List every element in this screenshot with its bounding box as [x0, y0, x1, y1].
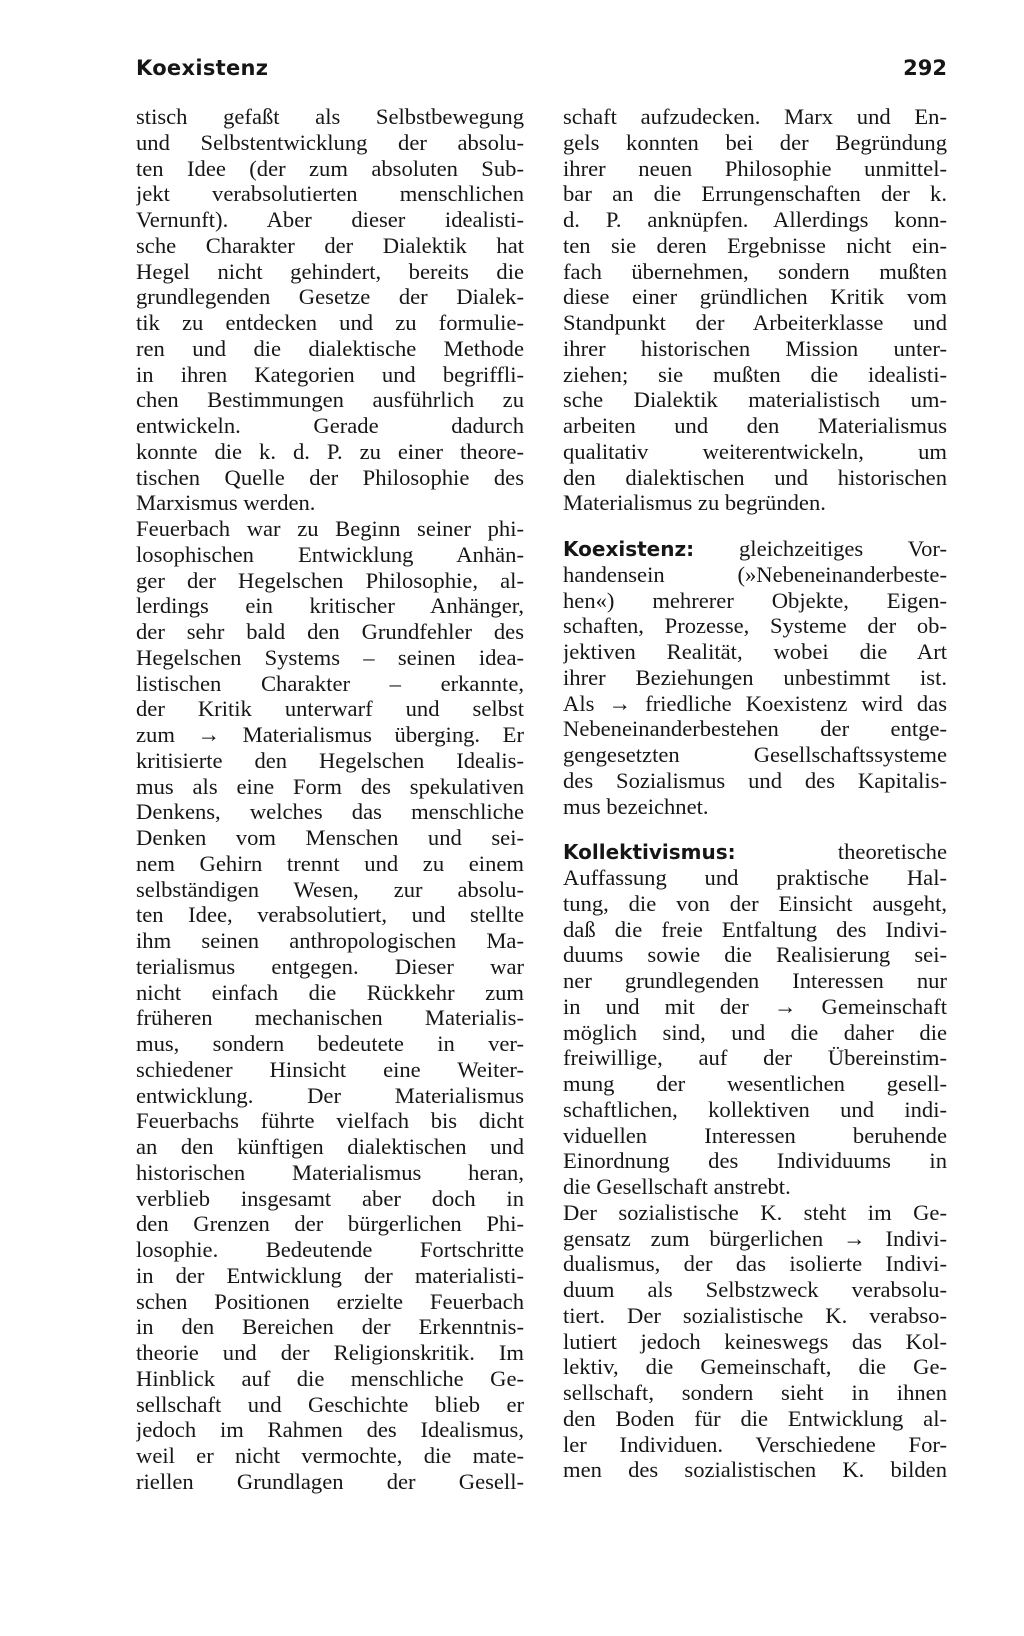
text-line: möglich sind, und die daher die: [563, 1019, 947, 1045]
text-line: ten Idee, verabsolutiert, und stellte: [136, 902, 524, 928]
text-line: arbeiten und den Materialismus: [563, 413, 947, 438]
text-line: schaftlichen, kollektiven und indi-: [563, 1096, 947, 1122]
text-line: zum → Materialismus überging. Er: [136, 722, 524, 747]
left-column: [136, 104, 524, 1495]
text-line: men des sozialistischen K. bilden: [563, 1457, 947, 1483]
text-line: konnte die k. d. P. zu einer theore-: [136, 438, 524, 464]
text-line: Denken vom Menschen und sei-: [136, 825, 524, 850]
text-line: freiwillige, auf der Übereinstim-: [563, 1045, 947, 1071]
text-line: duums sowie die Realisierung sei-: [563, 942, 947, 968]
page-number: 292: [903, 56, 947, 80]
text-line: ten sie deren Ergebnisse nicht ein-: [563, 232, 947, 258]
text-line: duum als Selbstzweck verabsolu-: [563, 1277, 947, 1302]
text-line: ihrer Beziehungen unbestimmt ist.: [563, 664, 947, 690]
page-header: [136, 56, 947, 90]
text-line: mung der wesentlichen gesell-: [563, 1071, 947, 1096]
text-line: früheren mechanischen Materialis-: [136, 1005, 524, 1031]
text-line: sellschaft, sondern sieht in ihnen: [563, 1380, 947, 1405]
text-line: in und mit der → Gemeinschaft: [563, 993, 947, 1019]
text-line: diese einer gründlichen Kritik vom: [563, 284, 947, 310]
text-line: mus bezeichnet.: [563, 793, 709, 819]
text-line: tischen Quelle der Philosophie des: [136, 464, 524, 490]
text-line: gengesetzten Gesellschaftssysteme: [563, 742, 947, 767]
text-line: grundlegenden Gesetze der Dialek-: [136, 284, 524, 310]
text-line: mus, sondern bedeutete in ver-: [136, 1031, 524, 1056]
text-line: Hinblick auf die menschliche Ge-: [136, 1365, 524, 1391]
text-line: hen«) mehrerer Objekte, Eigen-: [563, 587, 947, 613]
text-line: ihrer historischen Mission unter-: [563, 335, 947, 361]
text-line: Standpunkt der Arbeiterklasse und: [563, 310, 947, 335]
text-line: Denkens, welches das menschliche: [136, 799, 524, 825]
text-line: ihm seinen anthropologischen Ma-: [136, 928, 524, 953]
text-line: Nebeneinanderbestehen der entge-: [563, 716, 947, 742]
text-line: Hegel nicht gehindert, bereits die: [136, 258, 524, 284]
entry-definition-start: gleichzeitiges Vor-: [694, 536, 947, 561]
text-line: ner grundlegenden Interessen nur: [563, 968, 947, 993]
text-line: in der Entwicklung der materialisti-: [136, 1262, 524, 1288]
text-line: bar an die Errungenschaften der k.: [563, 181, 947, 207]
text-line: dualismus, der das isolierte Indivi-: [563, 1251, 947, 1277]
text-line: selbständigen Wesen, zur absolu-: [136, 876, 524, 902]
text-line: der Kritik unterwarf und selbst: [136, 696, 524, 722]
text-line: tung, die von der Einsicht ausgeht,: [563, 890, 947, 916]
text-line: sche Charakter der Dialektik hat: [136, 232, 524, 258]
text-line: entwickeln. Gerade dadurch: [136, 413, 524, 438]
text-line: lutiert jedoch keineswegs das Kol-: [563, 1328, 947, 1354]
entry-term: Kollektivismus:: [563, 840, 736, 865]
text-line: an den künftigen dialektischen und: [136, 1134, 524, 1159]
text-line: Feuerbach war zu Beginn seiner phi-: [136, 516, 524, 541]
text-line: historischen Materialismus heran,: [136, 1159, 524, 1185]
entry-separator: [563, 819, 947, 839]
text-line: losophie. Bedeutende Fortschritte: [136, 1237, 524, 1262]
right-column: [563, 104, 947, 1483]
text-line: d. P. anknüpfen. Allerdings konn-: [563, 207, 947, 232]
text-line: weil er nicht vermochte, die mate-: [136, 1443, 524, 1468]
text-line: jektiven Realität, wobei die Art: [563, 639, 947, 664]
text-line: riellen Grundlagen der Gesell-: [136, 1468, 524, 1494]
entry-heading-koexistenz: [563, 536, 947, 562]
text-line: kritisierte den Hegelschen Idealis-: [136, 747, 524, 773]
text-line: chen Bestimmungen ausführlich zu: [136, 387, 524, 413]
text-line: viduellen Interessen beruhende: [563, 1122, 947, 1148]
text-line: und Selbstentwicklung der absolu-: [136, 129, 524, 155]
text-line: theorie und der Religionskritik. Im: [136, 1340, 524, 1365]
text-line: entwicklung. Der Materialismus: [136, 1082, 524, 1108]
text-line: ziehen; sie mußten die idealisti-: [563, 361, 947, 387]
text-line: des Sozialismus und des Kapitalis-: [563, 767, 947, 793]
text-line: in ihren Kategorien und begriffli-: [136, 361, 524, 387]
text-line: tiert. Der sozialistische K. verabso-: [563, 1302, 947, 1328]
entry-heading-kollektivismus: [563, 839, 947, 865]
entry-separator: [563, 516, 947, 536]
text-line: den Boden für die Entwicklung al-: [563, 1405, 947, 1431]
text-line: gels konnten bei der Begründung: [563, 129, 947, 155]
entry-term: Koexistenz:: [563, 537, 695, 561]
text-line: jedoch im Rahmen des Idealismus,: [136, 1417, 524, 1443]
text-line: Einordnung des Individuums in: [563, 1148, 947, 1174]
text-line: sche Dialektik materialistisch um-: [563, 387, 947, 413]
text-line: Materialismus zu begründen.: [563, 490, 826, 516]
text-line: lerdings ein kritischer Anhänger,: [136, 593, 524, 619]
text-line: in den Bereichen der Erkenntnis-: [136, 1314, 524, 1340]
text-line: Vernunft). Aber dieser idealisti-: [136, 207, 524, 232]
text-line: schiedener Hinsicht eine Weiter-: [136, 1056, 524, 1082]
text-line: terialismus entgegen. Dieser war: [136, 953, 524, 979]
text-line: losophischen Entwicklung Anhän-: [136, 541, 524, 567]
text-line: schen Positionen erzielte Feuerbach: [136, 1288, 524, 1314]
text-line: schaften, Prozesse, Systeme der ob-: [563, 613, 947, 639]
text-line: fach übernehmen, sondern mußten: [563, 258, 947, 284]
text-line: ger der Hegelschen Philosophie, al-: [136, 567, 524, 593]
text-line: ten Idee (der zum absoluten Sub-: [136, 155, 524, 181]
text-line: Als → friedliche Koexistenz wird das: [563, 690, 947, 716]
text-line: schaft aufzudecken. Marx und En-: [563, 104, 947, 129]
text-line: ihrer neuen Philosophie unmittel-: [563, 155, 947, 181]
text-line: Hegelschen Systems – seinen idea-: [136, 644, 524, 670]
text-line: den dialektischen und historischen: [563, 464, 947, 490]
text-line: nem Gehirn trennt und zu einem: [136, 850, 524, 876]
text-line: ler Individuen. Verschiedene For-: [563, 1431, 947, 1457]
text-line: Der sozialistische K. steht im Ge-: [563, 1199, 947, 1225]
text-line: tik zu entdecken und zu formulie-: [136, 310, 524, 335]
text-line: der sehr bald den Grundfehler des: [136, 619, 524, 644]
text-line: nicht einfach die Rückkehr zum: [136, 979, 524, 1005]
text-line: qualitativ weiterentwickeln, um: [563, 438, 947, 464]
entry-definition-start: theoretische: [735, 839, 947, 865]
running-head: Koexistenz: [136, 56, 269, 80]
text-line: Auffassung und praktische Hal-: [563, 865, 947, 890]
text-line: handensein (»Nebeneinanderbeste-: [563, 561, 947, 587]
text-line: listischen Charakter – erkannte,: [136, 670, 524, 696]
text-line: sellschaft und Geschichte blieb er: [136, 1391, 524, 1417]
text-line: daß die freie Entfaltung des Indivi-: [563, 916, 947, 942]
text-line: mus als eine Form des spekulativen: [136, 773, 524, 799]
text-line: ren und die dialektische Methode: [136, 335, 524, 361]
text-line: die Gesellschaft anstrebt.: [563, 1174, 791, 1199]
text-line: verblieb insgesamt aber doch in: [136, 1185, 524, 1211]
text-line: jekt verabsolutierten menschlichen: [136, 181, 524, 207]
text-line: lektiv, die Gemeinschaft, die Ge-: [563, 1354, 947, 1380]
text-line: den Grenzen der bürgerlichen Phi-: [136, 1211, 524, 1237]
text-line: Feuerbachs führte vielfach bis dicht: [136, 1108, 524, 1134]
text-line: Marxismus werden.: [136, 490, 316, 516]
text-line: stisch gefaßt als Selbstbewegung: [136, 104, 524, 129]
text-line: gensatz zum bürgerlichen → Indivi-: [563, 1225, 947, 1251]
